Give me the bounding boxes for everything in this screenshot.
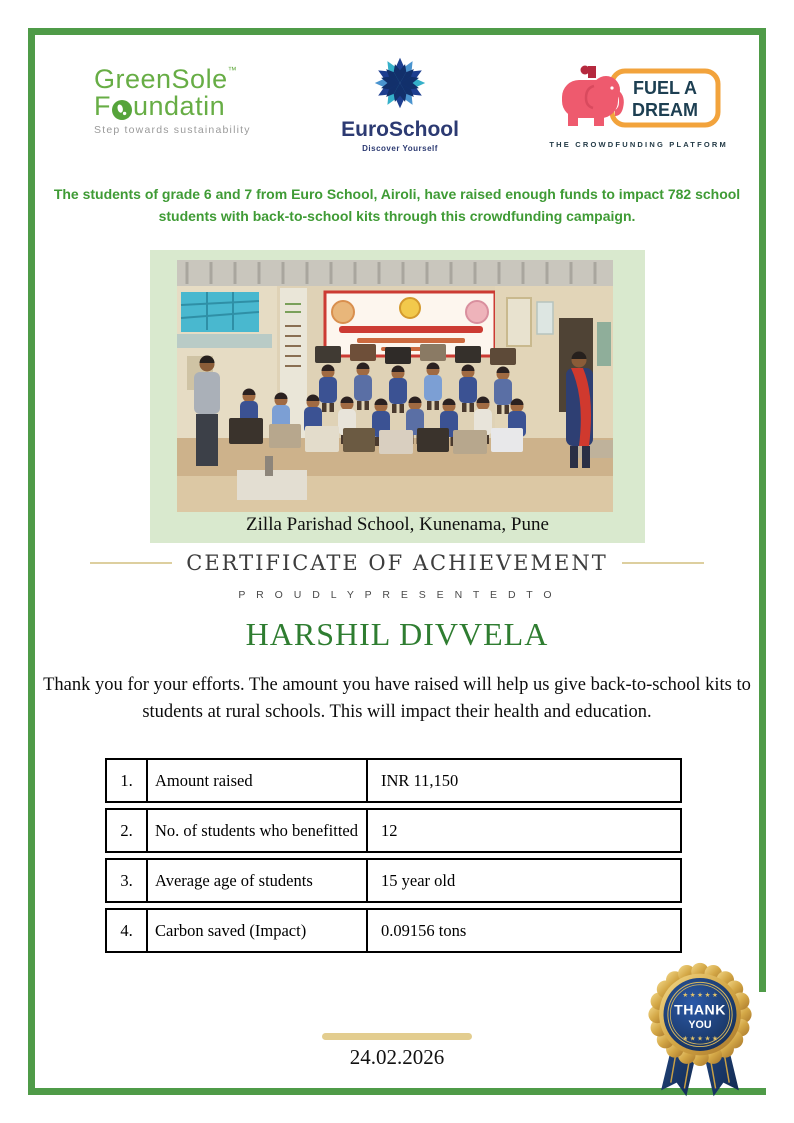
row-label: Amount raised (146, 758, 368, 803)
greensole-logo-text (94, 66, 251, 93)
greensole-tagline: Step towards sustainability (94, 124, 251, 136)
badge-stars-bottom: ★ ★ ★ ★ ★ (682, 1035, 718, 1043)
certificate-title: CERTIFICATE OF ACHIEVEMENT (186, 551, 608, 575)
row-number: 4. (105, 908, 146, 953)
certificate-date: 24.02.2026 (349, 1045, 445, 1069)
school-group-photo (177, 260, 613, 512)
greensole-n: n (209, 91, 226, 121)
campaign-impact-statement: The students of grade 6 and 7 from Euro School, Airoli, have raised enough funds to impact 782 school students with back-to-school kits through this crowdfunding campaign. (53, 186, 741, 224)
table-row (105, 758, 682, 803)
row-number: 2. (105, 808, 146, 853)
greensole-undati: undati (133, 91, 210, 121)
row-label: Carbon saved (Impact) (146, 908, 368, 953)
title-divider-left (90, 562, 172, 564)
table-row (105, 908, 682, 953)
badge-text-you: YOU (688, 1019, 712, 1032)
fuel-a-dream-tagline: THE CROWDFUNDING PLATFORM (549, 140, 728, 149)
certificate-title-row (90, 551, 704, 575)
recipient-name: HARSHIL DIVVELA (245, 616, 549, 652)
greensole-foundation-logo (94, 66, 251, 136)
photo-caption: Zilla Parishad School, Kunenama, Pune (246, 514, 549, 535)
fad-line2: DREAM (631, 100, 698, 120)
presented-to-label: P R O U D L Y P R E S E N T E D T O (238, 589, 556, 601)
row-number: 1. (105, 758, 146, 803)
row-label: No. of students who benefitted (146, 808, 368, 853)
photo-panel (150, 250, 645, 543)
table-row (105, 858, 682, 903)
date-divider-bar (322, 1033, 472, 1040)
row-label: Average age of students (146, 858, 368, 903)
row-value: 0.09156 tons (366, 908, 682, 953)
row-value: 15 year old (366, 858, 682, 903)
row-number: 3. (105, 858, 146, 903)
euroschool-star-icon (372, 98, 428, 115)
title-divider-right (622, 562, 704, 564)
logo-row (60, 58, 734, 158)
greensole-foundation-text (94, 93, 251, 120)
greensole-name: GreenSole (94, 64, 228, 94)
row-value: 12 (366, 808, 682, 853)
row-value: INR 11,150 (366, 758, 682, 803)
greensole-tm: ™ (227, 65, 238, 75)
euroschool-logo (341, 55, 459, 153)
impact-stats-table (105, 758, 682, 958)
badge-text-thank: THANK (674, 1001, 726, 1018)
table-row (105, 808, 682, 853)
greensole-f: F (94, 91, 111, 121)
euroschool-name: EuroSchool (341, 118, 459, 141)
euroschool-tagline: Discover Yourself (362, 144, 438, 153)
fuel-a-dream-logo (549, 64, 728, 149)
thank-you-badge-icon (640, 958, 760, 1104)
fad-line1: FUEL A (632, 78, 697, 98)
badge-stars-top: ★ ★ ★ ★ ★ (682, 991, 718, 999)
footprint-icon (112, 98, 132, 118)
thank-you-message: Thank you for your efforts. The amount you have raised will help us give back-to-school kits to students at rural schools. This will impact their health and education. (43, 675, 751, 722)
fuel-a-dream-elephant-icon (554, 78, 724, 136)
